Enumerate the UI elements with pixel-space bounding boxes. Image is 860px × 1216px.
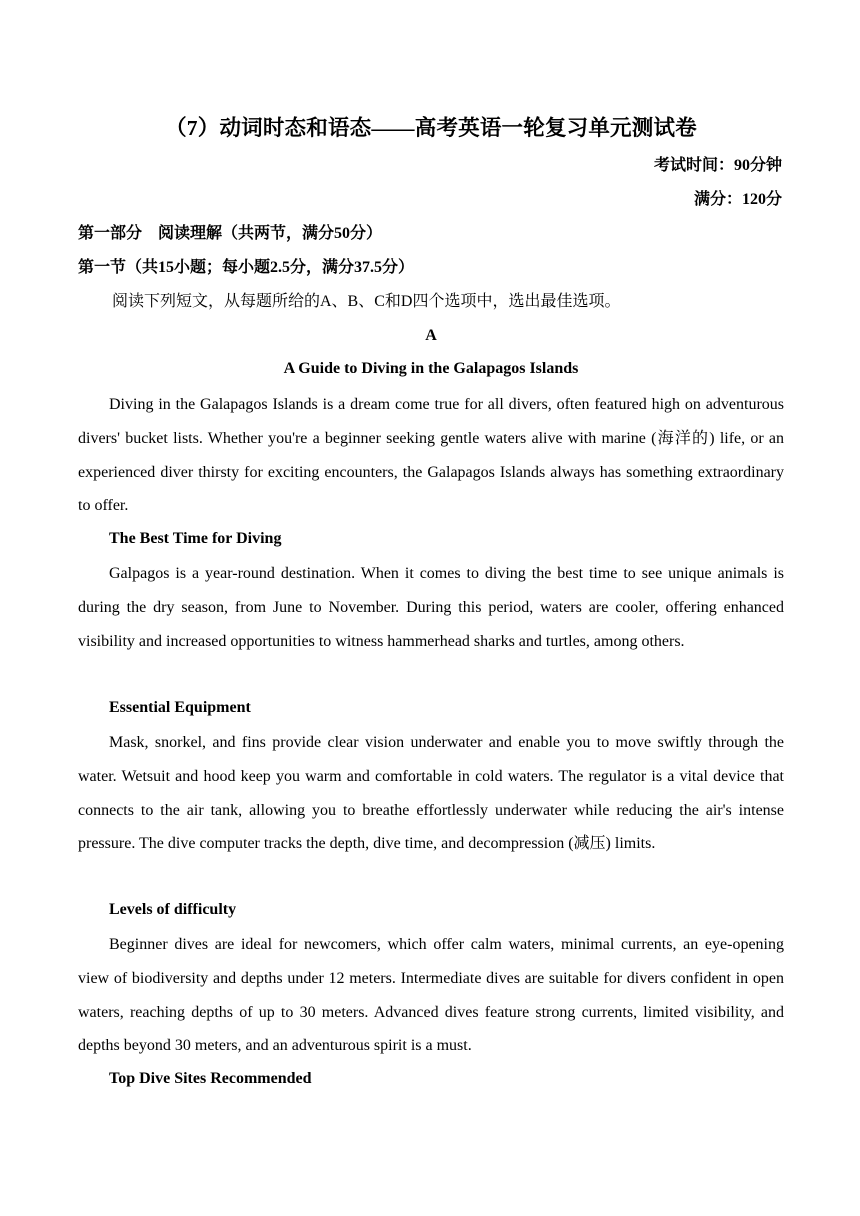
exam-page xyxy=(78,0,784,1216)
intro-paragraph: Diving in the Galapagos Islands is a dream come true for all divers, often featured high on adventurous divers' bucket lists. Whether you're a beginner seeking gentle waters alive with marine (海洋的) life, or an experienced diver thirsty for exciting encounters, the Galapagos Islands always has something extraordinary to offer. xyxy=(78,396,784,515)
equipment-paragraph: Mask, snorkel, and fins provide clear vision underwater and enable you to move swiftly through the water. Wetsuit and hood keep you warm and comfortable in cold waters. The regulator is a vital device that connects to the air tank, allowing you to breathe effortlessly underwater while reducing the air's intense pressure. The dive computer tracks the depth, dive time, and decompression (减压) limits. xyxy=(78,734,784,853)
section-heading-dive-sites: Top Dive Sites Recommended xyxy=(109,1070,312,1087)
page-title: （7）动词时态和语态——高考英语一轮复习单元测试卷 xyxy=(165,116,697,140)
part-heading: 第一部分 阅读理解（共两节，满分50分） xyxy=(78,225,383,242)
section-heading: 第一节（共15小题；每小题2.5分，满分37.5分） xyxy=(78,259,415,276)
section-heading-difficulty: Levels of difficulty xyxy=(109,901,237,918)
difficulty-paragraph: Beginner dives are ideal for newcomers, which offer calm waters, minimal currents, an eye-opening view of biodiversity and depths under 12 meters. Intermediate dives are suitable for divers confident in open waters, reaching depths of up to 30 meters. Advanced dives feature strong currents, limited visibility, and depths beyond 30 meters, and an adventurous spirit is a must. xyxy=(78,936,784,1055)
passage-letter: A xyxy=(425,327,437,344)
exam-time: 考试时间：90分钟 xyxy=(653,157,782,174)
passage-title: A Guide to Diving in the Galapagos Islands xyxy=(283,360,579,377)
instruction-text: 阅读下列短文，从每题所给的A、B、C和D四个选项中，选出最佳选项。 xyxy=(112,293,621,310)
best-time-paragraph: Galpagos is a year-round destination. When it comes to diving the best time to see unique animals is during the dry season, from June to November. During this period, waters are cooler, offering enhanced visibility and increased opportunities to witness hammerhead sharks and turtles, among others. xyxy=(78,565,784,650)
full-score: 满分：120分 xyxy=(693,191,782,208)
section-heading-equipment: Essential Equipment xyxy=(109,699,251,716)
section-heading-best-time: The Best Time for Diving xyxy=(109,530,282,547)
